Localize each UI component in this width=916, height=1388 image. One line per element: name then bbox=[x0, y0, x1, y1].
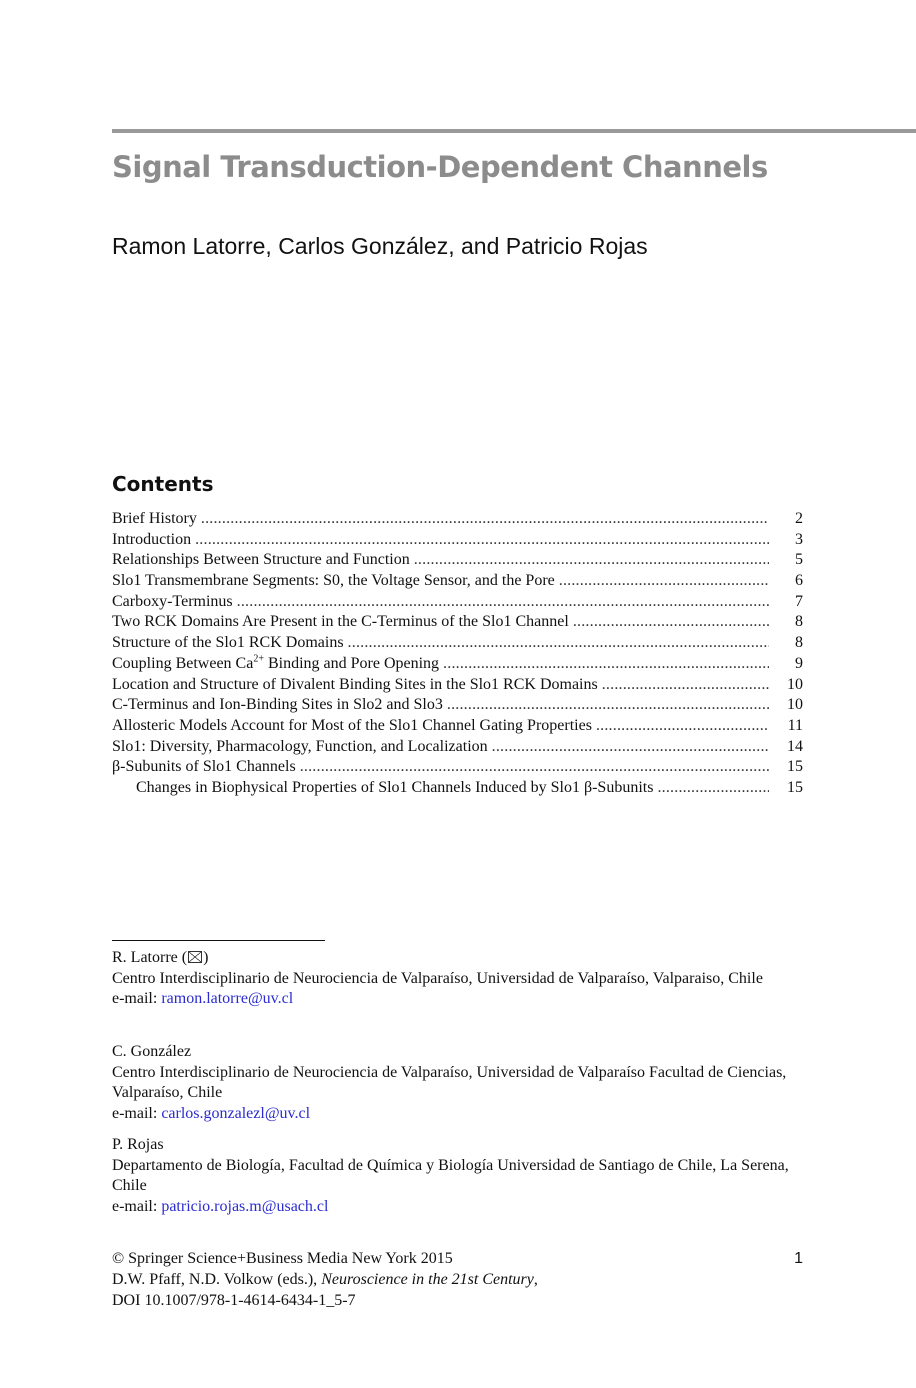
toc-entry[interactable] bbox=[112, 737, 803, 758]
author-email-line bbox=[112, 1197, 812, 1218]
author-email-line bbox=[112, 1104, 812, 1125]
toc-entry[interactable] bbox=[112, 530, 803, 551]
toc-leader bbox=[300, 757, 769, 778]
author-name-suffix: ) bbox=[203, 949, 209, 966]
author-institution: Centro Interdisciplinario de Neurociencia de Valparaíso, Universidad de Valparaíso Facultad de Ciencias, Valparaíso, Chile bbox=[112, 1063, 787, 1102]
toc-entry-page: 15 bbox=[787, 758, 803, 776]
email-label: e-mail: bbox=[112, 1198, 162, 1216]
doi-line: DOI 10.1007/978-1-4614-6434-1_5-7 bbox=[112, 1292, 356, 1309]
toc-entry[interactable] bbox=[112, 592, 803, 613]
toc-leader bbox=[195, 530, 769, 551]
toc-leader bbox=[443, 654, 769, 675]
toc-entry[interactable] bbox=[112, 509, 803, 530]
toc-entry-title: Introduction bbox=[112, 530, 192, 548]
toc-entry-title: Two RCK Domains Are Present in the C-Terminus of the Slo1 Channel bbox=[112, 613, 569, 631]
chapter-authors: Ramon Latorre, Carlos González, and Patricio Rojas bbox=[112, 233, 648, 259]
toc-entry[interactable] bbox=[112, 757, 803, 778]
citation-line bbox=[112, 1269, 803, 1290]
toc-entry-title: Structure of the Slo1 RCK Domains bbox=[112, 634, 344, 652]
toc-entry-page: 3 bbox=[795, 530, 803, 548]
toc-entry-page: 14 bbox=[787, 737, 803, 755]
toc-entry[interactable] bbox=[112, 550, 803, 571]
toc-leader bbox=[657, 778, 769, 799]
toc-entry[interactable] bbox=[112, 675, 803, 696]
affiliation-rojas bbox=[112, 1135, 812, 1218]
toc-entry-title: Relationships Between Structure and Function bbox=[112, 551, 410, 569]
toc-entry-title: Changes in Biophysical Properties of Slo1 Channels Induced by Slo1 β-Subunits bbox=[136, 778, 654, 796]
toc-entry-page: 8 bbox=[795, 613, 803, 631]
toc-entry-title: C-Terminus and Ion-Binding Sites in Slo2 and Slo3 bbox=[112, 696, 443, 714]
page-number: 1 bbox=[794, 1250, 803, 1267]
author-name: P. Rojas bbox=[112, 1136, 164, 1153]
footnote-rule bbox=[112, 940, 325, 941]
toc-entry-page: 8 bbox=[795, 634, 803, 652]
toc-entry[interactable] bbox=[112, 654, 803, 675]
toc-entry-page: 2 bbox=[795, 510, 803, 527]
toc-entry-title: β-Subunits of Slo1 Channels bbox=[112, 758, 296, 776]
author-email-line bbox=[112, 989, 812, 1010]
email-label: e-mail: bbox=[112, 990, 162, 1008]
table-of-contents bbox=[112, 509, 803, 799]
contents-heading: Contents bbox=[112, 472, 214, 496]
email-link[interactable]: carlos.gonzalezl@uv.cl bbox=[161, 1105, 311, 1123]
author-name-text: R. Latorre ( bbox=[112, 949, 188, 966]
toc-leader bbox=[414, 550, 769, 571]
toc-entry[interactable] bbox=[112, 716, 803, 737]
toc-entry-page: 10 bbox=[787, 675, 803, 693]
toc-entry-title: Allosteric Models Account for Most of the Slo1 Channel Gating Properties bbox=[112, 716, 592, 734]
toc-leader bbox=[596, 716, 769, 737]
toc-entry-title: Slo1 Transmembrane Segments: S0, the Voltage Sensor, and the Pore bbox=[112, 572, 555, 590]
author-name bbox=[112, 948, 812, 969]
email-link[interactable]: patricio.rojas.m@usach.cl bbox=[161, 1198, 329, 1216]
toc-title-part: Binding and Pore Opening bbox=[263, 654, 440, 672]
copyright-line: © Springer Science+Business Media New York 2015 bbox=[112, 1250, 453, 1267]
author-name: C. González bbox=[112, 1043, 192, 1060]
toc-entry-page: 11 bbox=[787, 716, 803, 734]
editors: D.W. Pfaff, N.D. Volkow (eds.), bbox=[112, 1271, 322, 1288]
affiliation-gonzalez bbox=[112, 1042, 812, 1125]
toc-leader bbox=[602, 675, 769, 696]
toc-leader bbox=[573, 612, 769, 633]
toc-entry-page: 10 bbox=[787, 696, 803, 714]
toc-subentry[interactable] bbox=[112, 778, 803, 799]
chapter-title: Signal Transduction-Dependent Channels bbox=[112, 150, 768, 184]
toc-leader bbox=[237, 592, 769, 613]
email-link[interactable]: ramon.latorre@uv.cl bbox=[161, 990, 294, 1008]
author-institution: Departamento de Biología, Facultad de Química y Biología Universidad de Santiago de Chile, La Serena, Chile bbox=[112, 1156, 789, 1195]
publication-footer bbox=[112, 1248, 803, 1311]
toc-entry-title: Brief History bbox=[112, 510, 197, 527]
email-label: e-mail: bbox=[112, 1105, 162, 1123]
toc-leader bbox=[201, 509, 769, 530]
toc-leader bbox=[348, 633, 769, 654]
toc-entry[interactable] bbox=[112, 571, 803, 592]
toc-entry-title bbox=[112, 654, 439, 675]
toc-entry-page: 9 bbox=[795, 654, 803, 672]
toc-entry-page: 7 bbox=[795, 592, 803, 610]
toc-title-part: Coupling Between Ca bbox=[112, 654, 254, 672]
envelope-icon bbox=[188, 951, 202, 963]
toc-leader bbox=[492, 737, 769, 758]
superscript-charge: 2+ bbox=[253, 653, 264, 665]
toc-entry[interactable] bbox=[112, 612, 803, 633]
author-institution: Centro Interdisciplinario de Neurociencia de Valparaíso, Universidad de Valparaíso, Valparaiso, Chile bbox=[112, 969, 763, 987]
book-title-suffix: , bbox=[533, 1271, 538, 1288]
toc-entry-title: Slo1: Diversity, Pharmacology, Function, and Localization bbox=[112, 737, 488, 755]
toc-entry-page: 15 bbox=[787, 778, 803, 796]
header-rule bbox=[112, 129, 916, 133]
affiliation-latorre bbox=[112, 948, 812, 1010]
toc-entry[interactable] bbox=[112, 633, 803, 654]
toc-leader bbox=[447, 695, 769, 716]
toc-leader bbox=[559, 571, 769, 592]
book-title: Neuroscience in the 21st Century bbox=[321, 1271, 534, 1288]
toc-entry-page: 5 bbox=[795, 551, 803, 569]
toc-entry-title: Carboxy-Terminus bbox=[112, 592, 233, 610]
toc-entry-title: Location and Structure of Divalent Binding Sites in the Slo1 RCK Domains bbox=[112, 675, 598, 693]
toc-entry-page: 6 bbox=[795, 572, 803, 590]
toc-entry[interactable] bbox=[112, 695, 803, 716]
